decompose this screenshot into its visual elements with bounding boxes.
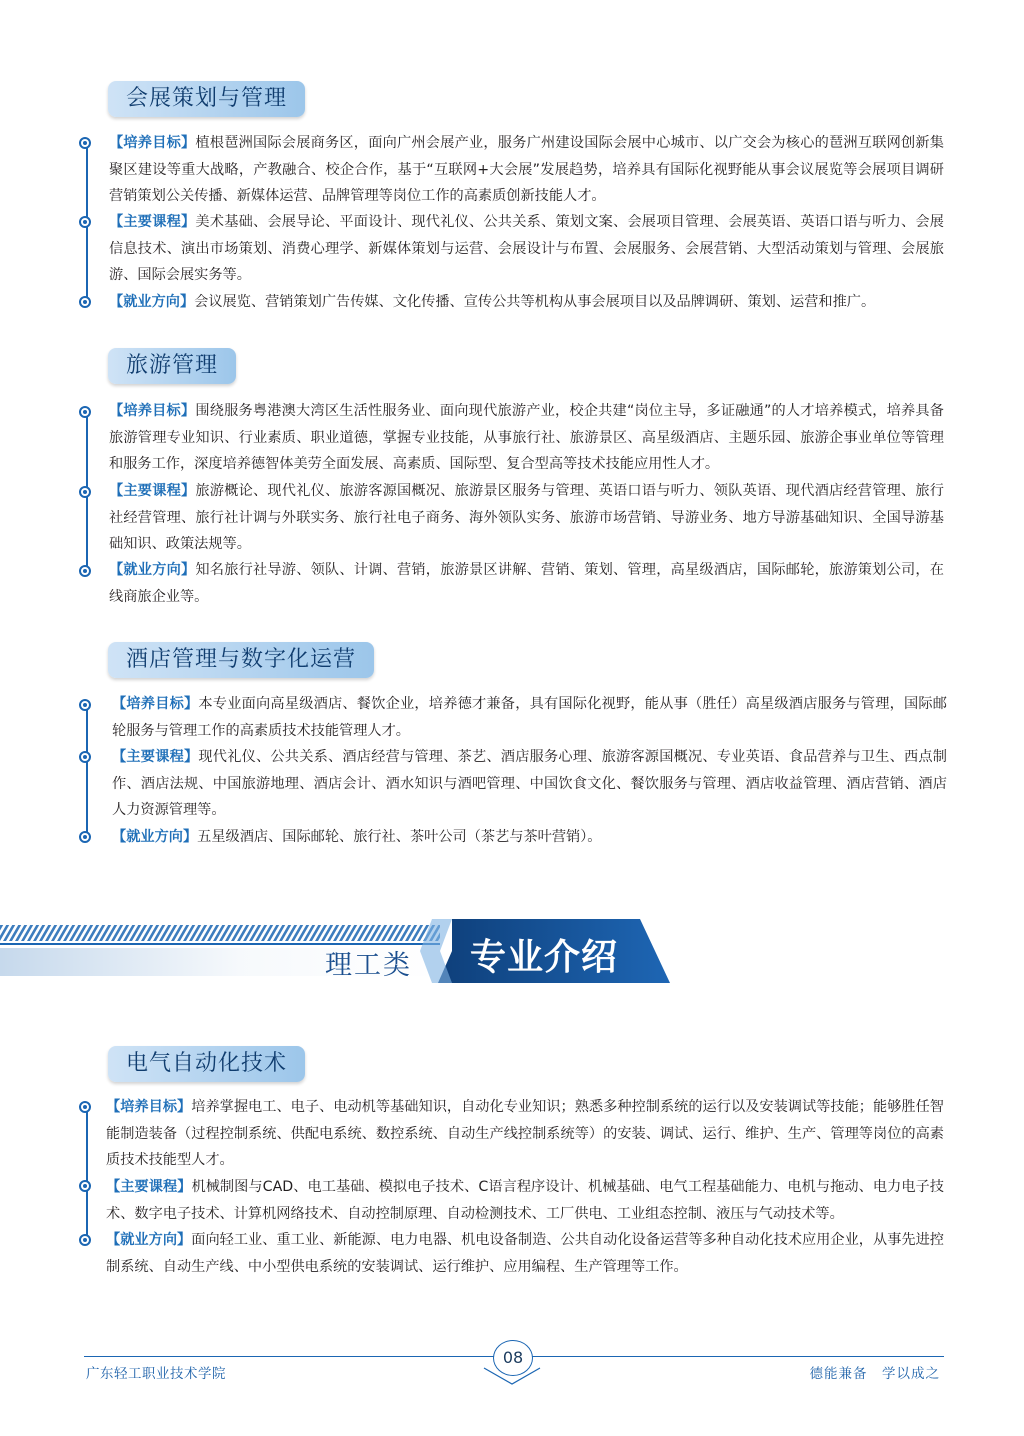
timeline-dot [79, 565, 91, 577]
career-text: 知名旅行社导游、领队、计调、营销，旅游景区讲解、营销、策划、管理，高星级酒店，国际邮轮，旅游策划公司，在线商旅企业等。 [109, 562, 944, 605]
page-number: 08 [493, 1340, 533, 1376]
electrical-goal [106, 1094, 944, 1174]
tag-career: 【就业方向】 [109, 562, 196, 578]
electrical-courses [106, 1174, 944, 1227]
timeline-dot [79, 1234, 91, 1246]
exhibition-courses [109, 209, 944, 289]
timeline-dot [79, 1101, 91, 1113]
tag-career: 【就业方向】 [109, 294, 195, 310]
footer-school: 广东轻工职业技术学院 [86, 1366, 226, 1382]
career-text: 五星级酒店、国际邮轮、旅行社、茶叶公司（茶艺与茶叶营销）。 [197, 829, 602, 845]
timeline-dot [79, 486, 91, 498]
courses-text: 机械制图与CAD、电工基础、模拟电子技术、C语言程序设计、机械基础、电气工程基础能力、电机与拖动、电力电子技术、数字电子技术、计算机网络技术、自动控制原理、自动检测技术、工厂供电、工业组态控制、液压与气动技术等。 [106, 1179, 944, 1222]
exhibition-goal [109, 130, 944, 210]
timeline-dot [79, 406, 91, 418]
tag-goal: 【培养目标】 [106, 1099, 192, 1115]
tag-goal: 【培养目标】 [109, 403, 196, 419]
courses-text: 旅游概论、现代礼仪、旅游客源国概况、旅游景区服务与管理、英语口语与听力、领队英语、现代酒店经营管理、旅行社经营管理、旅行社计调与外联实务、旅行社电子商务、海外领队实务、旅游市场营销、导游业务、地方导游基础知识、全国导游基础知识、政策法规等。 [109, 483, 944, 552]
courses-text: 现代礼仪、公共关系、酒店经营与管理、茶艺、酒店服务心理、旅游客源国概况、专业英语、食品营养与卫生、西点制作、酒店法规、中国旅游地理、酒店会计、酒水知识与酒吧管理、中国饮食文化、餐饮服务与管理、酒店收益管理、酒店营销、酒店人力资源管理等。 [112, 749, 947, 818]
exhibition-career [109, 289, 944, 316]
electrical-career [106, 1227, 944, 1280]
tag-goal: 【培养目标】 [109, 135, 196, 151]
tag-courses: 【主要课程】 [106, 1179, 192, 1195]
tag-courses: 【主要课程】 [112, 749, 199, 765]
section-title-hotel: 酒店管理与数字化运营 [108, 642, 374, 678]
hotel-goal [112, 691, 947, 744]
timeline-dot [79, 296, 91, 308]
hotel-career [112, 824, 947, 851]
category-banner [0, 915, 1024, 985]
career-text: 会议展览、营销策划广告传媒、文化传播、宣传公共等机构从事会展项目以及品牌调研、策划、运营和推广。 [194, 294, 876, 310]
tag-career: 【就业方向】 [106, 1232, 192, 1248]
tourism-courses [109, 478, 944, 558]
tag-goal: 【培养目标】 [112, 696, 199, 712]
timeline-dot [79, 137, 91, 149]
timeline-line [86, 1106, 88, 1244]
banner-title: 专业介绍 [470, 937, 619, 978]
timeline-dot [79, 699, 91, 711]
tag-courses: 【主要课程】 [109, 214, 196, 230]
timeline-dot [79, 216, 91, 228]
footer-motto: 德能兼备 学以成之 [809, 1366, 940, 1382]
timeline-dot [79, 751, 91, 763]
hotel-courses [112, 744, 947, 824]
tourism-goal [109, 398, 944, 478]
goal-text: 培养掌握电工、电子、电动机等基础知识，自动化专业知识；熟悉多种控制系统的运行以及安装调试等技能；能够胜任智能制造装备（过程控制系统、供配电系统、数控系统、自动生产线控制系统等）的安装、调试、运行、维护、生产、管理等岗位的高素质技术技能型人才。 [106, 1099, 944, 1168]
courses-text: 美术基础、会展导论、平面设计、现代礼仪、公共关系、策划文案、会展项目管理、会展英语、英语口语与听力、会展信息技术、演出市场策划、消费心理学、新媒体策划与运营、会展设计与布置、会展服务、会展营销、大型活动策划与管理、会展旅游、国际会展实务等。 [109, 214, 944, 283]
tag-courses: 【主要课程】 [109, 483, 196, 499]
goal-text: 本专业面向高星级酒店、餐饮企业，培养德才兼备，具有国际化视野，能从事（胜任）高星级酒店服务与管理，国际邮轮服务与管理工作的高素质技术技能管理人才。 [112, 696, 947, 739]
goal-text: 围绕服务粤港澳大湾区生活性服务业、面向现代旅游产业，校企共建“岗位主导，多证融通”的人才培养模式，培养具备旅游管理专业知识、行业素质、职业道德，掌握专业技能，从事旅行社、旅游景区、高星级酒店、主题乐园、旅游企事业单位等管理和服务工作，深度培养德智体美劳全面发展、高素质、国际型、复合型高等技术技能应用性人才。 [109, 403, 944, 472]
section-title-exhibition: 会展策划与管理 [108, 81, 305, 117]
section-title-tourism: 旅游管理 [108, 348, 236, 384]
banner-category: 理工类 [325, 950, 412, 981]
timeline-dot [79, 831, 91, 843]
tag-career: 【就业方向】 [112, 829, 198, 845]
goal-text: 植根琶洲国际会展商务区，面向广州会展产业，服务广州建设国际会展中心城市、以广交会为核心的琶洲互联网创新集聚区建设等重大战略，产教融合、校企合作，基于“互联网+大会展”发展趋势，培养具有国际化视野能从事会议展览等会展项目调研营销策划公关传播、新媒体运营、品牌管理等岗位工作的高素质创新技能人才。 [109, 135, 944, 204]
timeline-line [86, 704, 88, 842]
timeline-dot [79, 1180, 91, 1192]
career-text: 面向轻工业、重工业、新能源、电力电器、机电设备制造、公共自动化设备运营等多种自动化技术应用企业，从事先进控制系统、自动生产线、中小型供电系统的安装调试、运行维护、应用编程、生产管理等工作。 [106, 1232, 944, 1275]
section-title-electrical: 电气自动化技术 [108, 1046, 305, 1082]
tourism-career [109, 557, 944, 610]
